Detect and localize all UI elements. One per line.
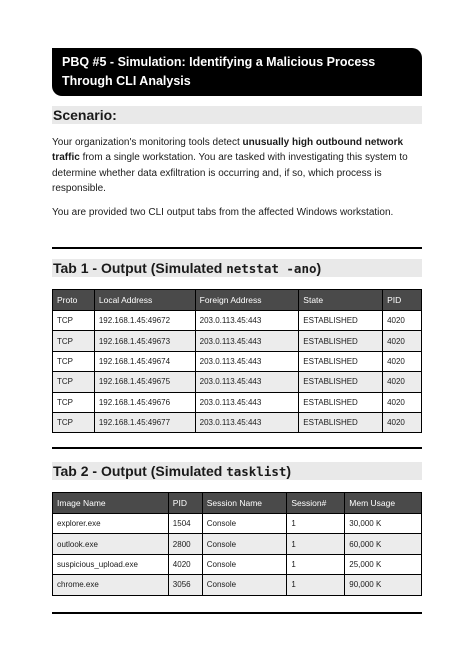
table-row <box>53 575 422 595</box>
column-header: PID <box>383 290 422 311</box>
scenario-text-2: from a single workstation. You are tasked with investigating this system to determine whether data exfiltration is occurring and, if so, which process is responsible. <box>52 152 408 195</box>
table-header-row <box>53 493 422 514</box>
table-row <box>53 514 422 534</box>
table-cell: 203.0.113.45:443 <box>195 372 299 392</box>
table-cell: 1 <box>287 554 345 574</box>
table-cell: outlook.exe <box>53 534 169 554</box>
table-cell: 203.0.113.45:443 <box>195 351 299 371</box>
netstat-table <box>52 289 422 433</box>
table-cell: TCP <box>53 372 95 392</box>
table-row <box>53 331 422 351</box>
table-cell: Console <box>202 514 287 534</box>
table-row <box>53 392 422 412</box>
table-cell: 1 <box>287 534 345 554</box>
table-cell: 3056 <box>168 575 202 595</box>
table-cell: 4020 <box>168 554 202 574</box>
table-cell: 1 <box>287 514 345 534</box>
table-cell: ESTABLISHED <box>299 372 383 392</box>
tab1-heading <box>52 259 422 277</box>
table-cell: 4020 <box>383 311 422 331</box>
tab1-heading-suffix: ) <box>316 260 322 276</box>
table-cell: ESTABLISHED <box>299 331 383 351</box>
table-header-row <box>53 290 422 311</box>
table-cell: 4020 <box>383 392 422 412</box>
table-cell: 30,000 K <box>345 514 422 534</box>
table-cell: ESTABLISHED <box>299 412 383 432</box>
table-cell: 2800 <box>168 534 202 554</box>
table-cell: 4020 <box>383 331 422 351</box>
table-cell: TCP <box>53 392 95 412</box>
table-row <box>53 412 422 432</box>
tasklist-table <box>52 492 422 596</box>
table-cell: 192.168.1.45:49672 <box>94 311 195 331</box>
table-cell: ESTABLISHED <box>299 351 383 371</box>
column-header: Mem Usage <box>345 493 422 514</box>
table-row <box>53 534 422 554</box>
divider <box>52 447 422 449</box>
column-header: State <box>299 290 383 311</box>
table-cell: 4020 <box>383 351 422 371</box>
title-line-1: PBQ #5 - Simulation: Identifying a Malicious Process <box>62 55 376 69</box>
tab1-heading-prefix: Tab 1 - Output (Simulated <box>53 260 227 276</box>
table-row <box>53 554 422 574</box>
table-cell: TCP <box>53 311 95 331</box>
tab1-heading-command: netstat -ano <box>226 261 317 276</box>
title-line-2: Through CLI Analysis <box>62 74 191 88</box>
table-cell: 203.0.113.45:443 <box>195 412 299 432</box>
table-cell: 1504 <box>168 514 202 534</box>
table-cell: 90,000 K <box>345 575 422 595</box>
column-header: Image Name <box>53 493 169 514</box>
table-cell: TCP <box>53 412 95 432</box>
table-cell: explorer.exe <box>53 514 169 534</box>
table-row <box>53 372 422 392</box>
table-cell: chrome.exe <box>53 575 169 595</box>
scenario-emphasis: unusually high outbound network traffic <box>52 137 404 164</box>
table-row <box>53 311 422 331</box>
table-cell: Console <box>202 575 287 595</box>
table-cell: ESTABLISHED <box>299 311 383 331</box>
divider <box>52 247 422 249</box>
column-header: Session Name <box>202 493 287 514</box>
table-cell: 203.0.113.45:443 <box>195 392 299 412</box>
tab2-heading-suffix: ) <box>286 463 292 479</box>
scenario-text-1: Your organization's monitoring tools detect <box>52 137 243 148</box>
table-cell: TCP <box>53 351 95 371</box>
table-cell: 1 <box>287 575 345 595</box>
tab2-heading <box>52 462 422 480</box>
table-cell: 192.168.1.45:49677 <box>94 412 195 432</box>
table-cell: 192.168.1.45:49676 <box>94 392 195 412</box>
table-cell: 192.168.1.45:49675 <box>94 372 195 392</box>
table-cell: 25,000 K <box>345 554 422 574</box>
page-title <box>52 48 422 96</box>
scenario-paragraph-2: You are provided two CLI output tabs from the affected Windows workstation. <box>52 207 394 218</box>
table-cell: 60,000 K <box>345 534 422 554</box>
table-cell: 4020 <box>383 412 422 432</box>
column-header: Foreign Address <box>195 290 299 311</box>
table-cell: Console <box>202 554 287 574</box>
table-cell: 203.0.113.45:443 <box>195 331 299 351</box>
table-cell: 203.0.113.45:443 <box>195 311 299 331</box>
tab2-heading-command: tasklist <box>226 464 287 479</box>
column-header: Proto <box>53 290 95 311</box>
column-header: Local Address <box>94 290 195 311</box>
table-cell: TCP <box>53 331 95 351</box>
table-row <box>53 351 422 371</box>
table-cell: Console <box>202 534 287 554</box>
table-cell: suspicious_upload.exe <box>53 554 169 574</box>
table-cell: 192.168.1.45:49674 <box>94 351 195 371</box>
scenario-heading: Scenario: <box>52 106 422 124</box>
divider <box>52 612 422 614</box>
table-cell: 4020 <box>383 372 422 392</box>
column-header: PID <box>168 493 202 514</box>
table-cell: ESTABLISHED <box>299 392 383 412</box>
column-header: Session# <box>287 493 345 514</box>
scenario-paragraph <box>52 135 422 197</box>
table-cell: 192.168.1.45:49673 <box>94 331 195 351</box>
tab2-heading-prefix: Tab 2 - Output (Simulated <box>53 463 227 479</box>
